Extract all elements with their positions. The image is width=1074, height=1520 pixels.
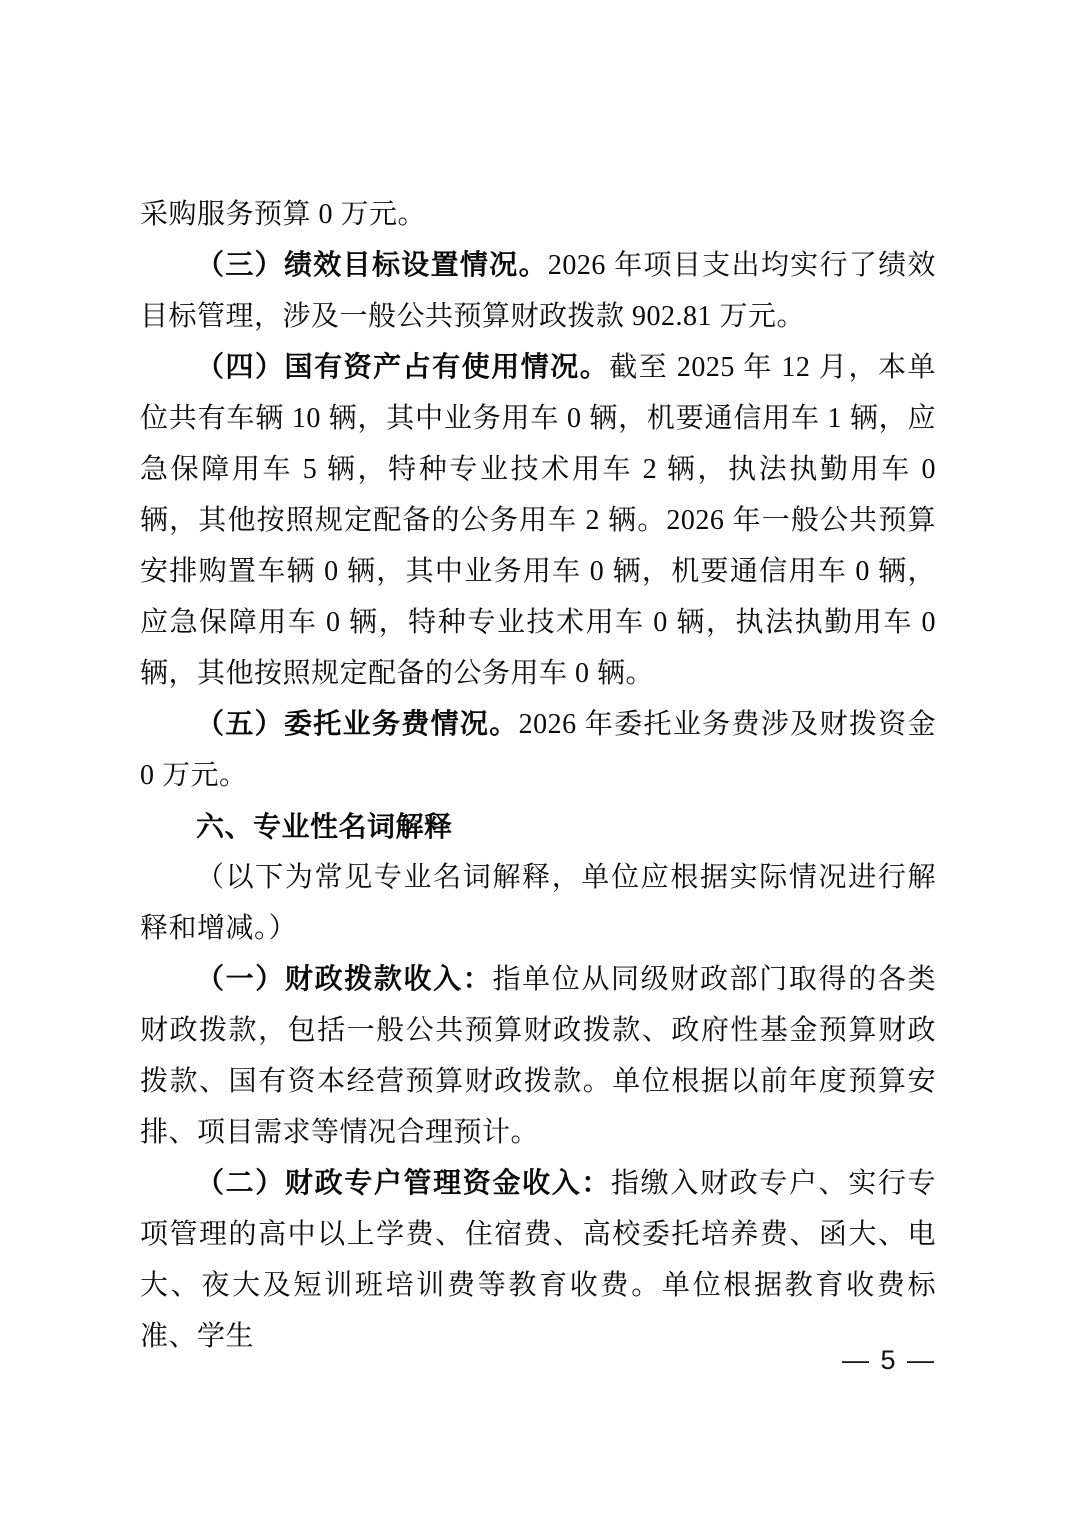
document-body <box>140 189 936 1362</box>
para-procurement-budget <box>140 189 936 240</box>
para-lead: （一）财政拨款收入： <box>196 964 493 995</box>
para-text: 2026 年项目支出均实行了绩效目标管理，涉及一般公共预算财政拨款 902.81 万元。 <box>140 250 936 332</box>
para-text: 2026 年委托业务费涉及财拨资金 0 万元。 <box>140 709 936 791</box>
para-text: （以下为常见专业名词解释，单位应根据实际情况进行解释和增减。） <box>140 862 936 944</box>
para-state-assets <box>140 342 936 699</box>
para-lead: （五）委托业务费情况。 <box>196 709 519 740</box>
para-special-account-income <box>140 1158 936 1362</box>
para-terminology-note <box>140 852 936 954</box>
para-lead: （三）绩效目标设置情况。 <box>196 250 548 281</box>
para-lead: （四）国有资产占有使用情况。 <box>196 352 610 383</box>
section-heading-terminology: 六、专业性名词解释 <box>196 811 453 842</box>
para-text: 采购服务预算 0 万元。 <box>140 199 427 230</box>
para-performance-targets <box>140 240 936 342</box>
page-number: — 5 — <box>841 1345 936 1375</box>
para-text: 指缴入财政专户、实行专项管理的高中以上学费、住宿费、高校委托培养费、函大、电大、夜大及短训班培训费等教育收费。单位根据教育收费标准、学生 <box>140 1168 936 1352</box>
para-fiscal-appropriation-income <box>140 954 936 1158</box>
para-lead: （二）财政专户管理资金收入： <box>196 1168 612 1199</box>
para-text: 指单位从同级财政部门取得的各类财政拨款，包括一般公共预算财政拨款、政府性基金预算财政拨款、国有资本经营预算财政拨款。单位根据以前年度预算安排、项目需求等情况合理预计。 <box>140 964 936 1148</box>
para-entrusted-services <box>140 699 936 801</box>
para-text: 截至 2025 年 12 月，本单位共有车辆 10 辆，其中业务用车 0 辆，机要通信用车 1 辆，应急保障用车 5 辆，特种专业技术用车 2 辆，执法执勤用车 0 辆，其他按照规定配备的公务用车 2 辆。2026 年一般公共预算安排购置车辆 0 辆，其中业务用车 0 辆，机要通信用车 0 辆，应急保障用车 0 辆，特种专业技术用车 0 辆，执法执勤用车 0 辆，其他按照规定配备的公务用车 0 辆。 <box>140 352 936 689</box>
